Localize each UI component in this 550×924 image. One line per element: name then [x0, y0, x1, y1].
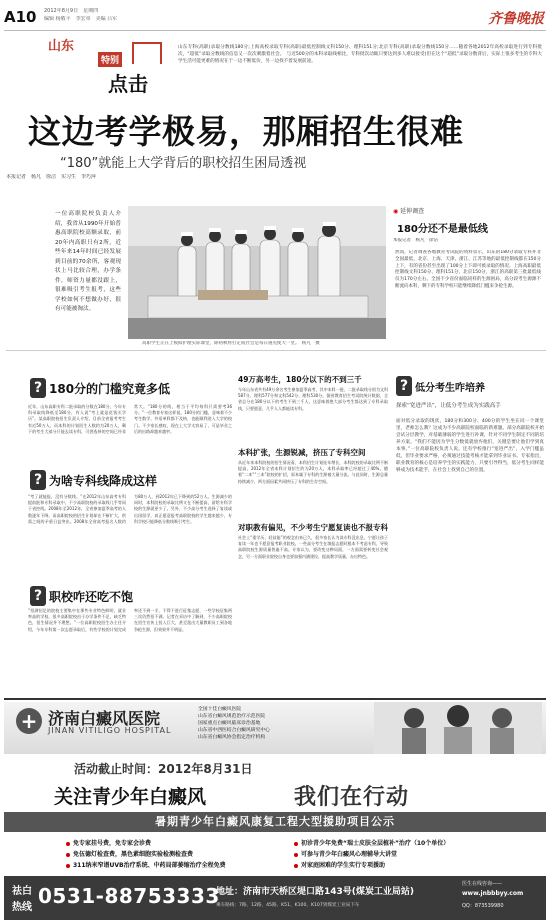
section-1-body: 近年，山东高职专科二批录取的分数在180分，今年专科录取线降低至180分，有人说“考上就是花钱买学历”。某高职院校招生负责人介绍，目前全省报考考生有近50万人，而本科的计划招生人数约为20万人，剩下的考生大部分只能去读专科，可供选择的空间已经非常大。“180分的线，相当于平均每科只需要考36分。”一位教育专家这样说。180分的门槛，意味着不少考生数学、外语单科都不及格，也能顺利进入大学的校门。不少家长感叹，现在上大学太容易了，可是毕业之后的出路却越来越窄。: [28, 404, 232, 434]
bullet-icon: [66, 842, 70, 846]
hotline-label-bottom: 热线: [12, 902, 32, 913]
section-1-heading: [30, 378, 170, 398]
bullet-icon: [294, 842, 298, 846]
ad-bullet: 山东省白癜风规范治疗示范医院: [198, 714, 266, 719]
body-divider: [6, 350, 546, 351]
mid-1-body: 今年山东省共有49万余名考生参加夏季高考，其中本科一批、二批录取线分别为文科587分、理科577分和文科542分、理科530分。据省教育招生考试院统计数据，全省总分在180分以下的考生不到三千人，这意味着绝大部分考生都达到了专科录取线，只要愿意，几乎人人都能读专科。: [238, 387, 388, 411]
feature-badge: [98, 42, 164, 98]
intro-text: 山东专科(高职)录取分数线180分;上海高校录取专科(高职)最低控制线文科150分、理科151分;北京专科(高职)录取分数线150分……随着各地2012年高校录取进行到专科批次，“超低”录取分数线的信息又一次次刺激着社会。 与近500分的本科录取线相比，专科批次动辄只要达到多人难以接受(但在这个“超低”录取分数背后，实际上很多考生的专科大学生活可能更难的情况在于一边不断低价，另一边找不着发展前途。: [178, 45, 542, 65]
sidebar: [393, 206, 543, 366]
ad-band-text: 暑期青少年白癜风康复工程大型援助项目公示: [155, 815, 395, 828]
ad-list-item: [66, 860, 286, 871]
ad-list-item: [66, 849, 286, 860]
subheadline: “180”就能上大学背后的职校招生困局透视: [60, 156, 307, 171]
region-label: 山东: [48, 39, 75, 54]
page-header: [4, 4, 546, 34]
byline: 本报记者 杨凡 徐洁 实习生 李巧萍: [6, 174, 97, 180]
right-section-title: 低分考生咋培养: [415, 382, 485, 394]
ad-bullet: 国家重点白癜风临床诊治基地: [198, 721, 261, 726]
ad-list-text: 对家庭困难的学生实行专项援助: [301, 862, 386, 869]
pullquote-text: 一位高职院校负责人介绍，我省从1990年开始普惠高职院校高额录取，前20年内高职只有2所，近些年来14年时间已经发展到目前的70余所，客观现状上马比较合理，办学条件，师资力量都没跟上，很难吸引考生报考，这些学校如何不想做办好，很有可能被淘汰。: [55, 211, 121, 312]
ad-bullet: 山东省中西医结合白癜风研究中心: [198, 728, 270, 733]
ad-list-text: 免伍德灯检查费，黑色素细胞实验检测检查费: [73, 851, 194, 858]
header-rule: [4, 30, 546, 31]
issue-date: 2012年8月9日 星期四: [44, 8, 99, 14]
sidebar-title: 180分还不是最低线: [397, 224, 488, 235]
ad-logo-en: JINAN VITILIGO HOSPITAL: [48, 726, 172, 735]
ad-bullet: 山东省白癜风协会指定治疗机构: [198, 735, 266, 740]
chevron-right-icon: ◉: [393, 208, 399, 215]
hotline-label-top: 祛白: [12, 886, 32, 897]
sidebar-byline: 本报记者 杨凡 徐洁: [393, 238, 438, 243]
ad-list-text: 311纳米窄谱UVB治疗系统、中药局部萎缩治疗全程免费: [73, 862, 226, 869]
page-number: A10: [4, 8, 37, 26]
bullet-icon: [66, 853, 70, 857]
ad-address: 地址：济南市天桥区堤口路143号(煤炭工业局站): [216, 887, 415, 897]
headline: 这边考学极易，那厢招生很难: [28, 112, 464, 151]
nurses-photo: [128, 206, 386, 339]
ad-list-left: [66, 838, 286, 871]
ad-list-right: [294, 838, 544, 871]
cross-icon: +: [16, 708, 42, 734]
right-section-sub: 探索“宽进严出”，让低分考生成为实践高手: [396, 403, 501, 409]
hotline-number: 0531-88753333: [38, 884, 220, 908]
question-mark-icon: ?: [30, 470, 46, 490]
section-2-title: 为啥专科线降成这样: [49, 473, 158, 488]
ad-list-text: 初诊青少年免费“瑞士皮肤全层植补”治疗（10个单位）: [301, 840, 450, 847]
question-mark-icon: ?: [30, 586, 46, 606]
section-3-heading: [30, 586, 133, 606]
ad-list-item: [294, 849, 544, 860]
mid-2-title: 本科扩张，生源锐减，挤压了专科空间: [238, 448, 366, 457]
ad-deadline: 活动截止时间：2012年8月31日: [74, 762, 253, 776]
section-3-body: “招满招足的院校主要集中在那些专业特色鲜明，就业率高的学校，很多高职院校由于办学条件不足，缺乏特色，招生情况并不理想。”一位高职院校招生办主任介绍，今年专科第一次志愿录取后，有些学校的计划完成率还不到一半，不得不进行征集志愿，一些学校征集两三次仍然招不满。记者在采访中了解到，不少高职院校在招生宣传上投入巨大，甚至派出大量教职员工到各地争抢生源，但效果并不明显。: [28, 608, 232, 632]
brand-logo: 齐鲁晚报: [488, 11, 544, 27]
bullet-icon: [294, 864, 298, 868]
ad-list-text: 可参与青少年白癜风心理辅导大讲堂: [301, 851, 398, 858]
badge-frame: [132, 42, 162, 64]
ad-web-url[interactable]: www.jnbbbyy.com: [462, 890, 524, 897]
ad-title-a: 关注青少年白癜风: [54, 786, 207, 808]
ad-title-b: 我们在行动: [294, 785, 410, 810]
question-mark-icon: ?: [396, 376, 412, 396]
right-section-heading: [396, 376, 544, 396]
ad-list-item: [66, 838, 286, 849]
pullquote: [55, 210, 121, 340]
ad-list-item: [294, 860, 544, 871]
ad-bullet: 全国十佳白癜风医院: [198, 707, 242, 712]
bullet-icon: [66, 864, 70, 868]
mid-2-body: 从近年来本科院校的招生情况看，本科招生计划连年增长，本科院校的录取比例不断提高，2012年全省本科计划招生约为20万人，本科录取率已经超过了40%。随着“二本”“三本”院校的扩招，原本属于专科的生源被大量分流。与此同时，生源总量持续减少，两方面因素共同挤压了专科的生存空间。: [238, 460, 388, 484]
question-mark-icon: ?: [30, 378, 46, 398]
bullet-icon: [294, 853, 298, 857]
photo-caption: 高职学生正在上模拟护理实际课堂，除初秋将打定成社会是每日遇见使大一堂。 杨凡 摄: [142, 341, 320, 346]
section-3-title: 职校咋还吃不饱: [49, 589, 134, 604]
sidebar-kicker: [393, 206, 424, 215]
ad-footer: [4, 876, 546, 920]
section-1-title: 180分的门槛究竟多低: [49, 381, 171, 396]
editors: 编辑 杨敬平 李宏章 美编 吕军: [44, 16, 118, 22]
badge-top: 特别: [98, 52, 122, 67]
ad-top-banner: [4, 702, 546, 754]
section-2-body: “考了就能报，没有分数线。”在2012年山东高考专科提前批和专科录取中，不少高职院校的录取线几乎等同于省控线。2008年至2012年，全省参加夏季高考的人数逐年下降，而高职院校的招生计划却在不断扩大，供需之间的矛盾日益突出。2008年全省高考报名人数约为80万人，到2012年已下降到约52万人。生源减少的同时，本科院校的录取比例又在不断提高，留给专科学校的生源就更少了。另外，不少高分考生选择了复读或出国留学，真正愿意报考高职院校的学生越来越少，专科学校只能降低分数线吸引考生。: [28, 494, 232, 524]
mid-1-title: 49万高考生，180分以下的不到三千: [238, 375, 362, 384]
right-section: [396, 376, 544, 666]
ad-band: [4, 812, 546, 832]
region-tag: [48, 34, 92, 52]
badge-bottom: 点击: [108, 72, 148, 96]
mid-column: [238, 374, 388, 664]
ad-bus: 乘车路线：7路、12路、45路、K51、K100、K107到煤炭工业局下车: [216, 903, 360, 908]
ad-list-item: [294, 838, 544, 849]
photo-illustration: [128, 206, 386, 339]
mid-3-title: 对职教有偏见，不少考生宁愿复读也不报专科: [238, 523, 388, 532]
ad-list-text: 免专家挂号费，免专家会诊费: [73, 840, 152, 847]
sidebar-body: 然而，记者调查各地教育考试院的资料显示，山东的180分录取专科并非全国最低，北京、上海、天津、浙江、江苏等地的最低控制线都在150分上下，有的省份甚至出现了100分上下即可被录取的情况。上海高职最低控制线文科150分、理科151分，北京150分，浙江的高职第三批最低线仅为170分左右。全国不少省份面临同样的生源困局，高分段考生源源不断流向本科，剩下的专科学校只能继续降低门槛来争抢生源。: [395, 250, 541, 289]
ad-logo-cn: 济南白癜风医院: [48, 709, 161, 728]
ad-bullets-top: [198, 706, 348, 741]
right-section-body: 面对低分录取的现状，180分和300分、400分的学生坐在同一个课堂里，老师怎么教？这成为不少高职院校面临的新难题。部分高职院校开始尝试分层教学，对基础薄弱的学生进行补课，针对不同学生制定不同的培养方案。“我们不能因为学生分数低就放弃他们，关键是要让他们学到真本事。”一位高职院校负责人说。还有学校推行“宽进严出”，入学门槛虽低，但毕业要求严格，必须通过技能考核才能拿到毕业证书。专家指出，职业教育的核心是培养学生的实践能力，只要引导得当，低分考生同样能够成为技术能手，在社会上找到自己的位置。: [396, 419, 544, 473]
ad-qq: QQ：873539980: [462, 903, 504, 909]
ad-web-label: 医生在线咨询——: [462, 881, 503, 887]
hospital-ad: [4, 698, 546, 920]
sidebar-kicker-text: 延伸调查: [400, 208, 425, 215]
mid-3-body: 社会上“重学历、轻技能”的观念由来已久，很多家长认为读专科没出息，宁愿让孩子复读一年也不愿意报考职业院校。一些高分考生在填报志愿时根本不考虑专科，导致高职院校生源质量普遍不高。专家认为，要改变这种局面，一方面需要转变社会观念，另一方面职业院校自身也要加强内涵建设，提高教学质量，办出特色。: [238, 535, 388, 559]
ad-students-photo: [374, 702, 542, 754]
section-2-heading: [30, 470, 157, 490]
